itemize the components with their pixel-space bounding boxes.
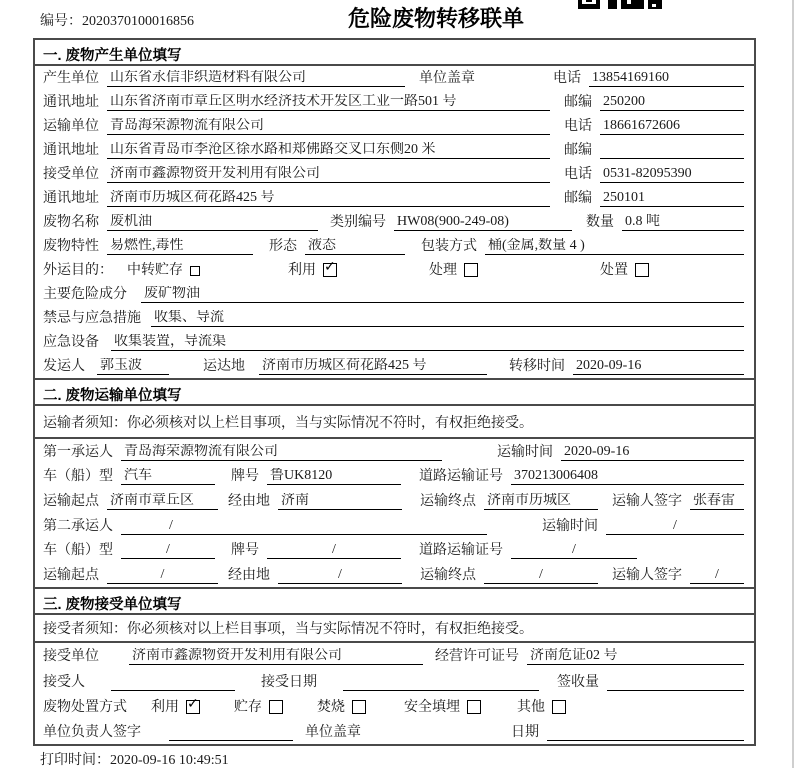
checkbox-utilize: [323, 263, 337, 277]
receive-date-value: [343, 674, 539, 691]
field-row-disposal-method: [35, 694, 754, 719]
sign2-value: /: [690, 567, 744, 584]
postcode3-value: 250101: [600, 190, 744, 207]
manifest-form: [33, 38, 756, 746]
category-value: HW08(900-249-08): [394, 214, 572, 231]
quantity-label: 数量: [586, 215, 614, 230]
postcode1-label: 邮编: [564, 95, 592, 110]
end2-label: 运输终点: [420, 568, 476, 584]
disposal-storage-label: 贮存: [234, 700, 262, 716]
address3-label: 通讯地址: [43, 191, 99, 206]
field-row-route1: [35, 488, 754, 513]
received-amount-value: [607, 674, 744, 691]
field-row-waste-name: [35, 210, 754, 234]
field-row-purpose: [35, 258, 754, 282]
serial-number: 2020370100016856: [82, 14, 194, 29]
road-license2-spacer: [645, 543, 744, 559]
emergency-measures-label: 禁忌与应急措施: [43, 311, 141, 326]
phone2-value: 18661672606: [600, 118, 744, 135]
characteristic-label: 废物特性: [43, 239, 99, 254]
quantity-value: 0.8 吨: [622, 214, 744, 231]
qr-code-fragment-icon: [578, 0, 662, 9]
plate1-value: 鲁UK8120: [267, 468, 401, 485]
form-label: 形态: [269, 239, 297, 254]
sign-date-value: [547, 724, 744, 741]
serial-label: 编号：: [40, 14, 82, 29]
field-row-receiver-unit: [35, 643, 754, 668]
vehicle2-label: 车（船）型: [43, 543, 113, 559]
sign2-label: 运输人签字: [612, 568, 682, 584]
end1-value: 济南市历城区: [484, 493, 598, 510]
purpose-label: 外运目的：: [43, 263, 113, 278]
end1-label: 运输终点: [420, 494, 476, 510]
category-label: 类别编号: [330, 215, 386, 230]
address1-value: 山东省济南市章丘区明水经济技术开发区工业一路501 号: [107, 94, 550, 111]
receiver-person-label: 接受人: [43, 674, 85, 690]
receiver-notice: 接受者须知：你必须核对以上栏目事项，当与实际情况不符时，有权拒绝接受。: [35, 615, 754, 643]
transporter-notice: 运输者须知：你必须核对以上栏目事项，当与实际情况不符时，有权拒绝接受。: [35, 406, 754, 439]
road-license1-label: 道路运输证号: [419, 469, 503, 485]
plate2-label: 牌号: [231, 543, 259, 559]
phone1-label: 电话: [553, 71, 581, 86]
field-row-carrier1: [35, 439, 754, 464]
responsible-sign-value: [169, 724, 293, 741]
receiver-person-value: [111, 674, 235, 691]
time2-value: /: [606, 518, 744, 535]
postcode2-label: 邮编: [564, 143, 592, 158]
purpose-utilize-label: 利用: [288, 263, 316, 278]
field-row-transport-unit: [35, 114, 754, 138]
permit-value: 济南危证02 号: [527, 648, 744, 665]
form-value: 液态: [305, 238, 405, 255]
responsible-sign-label: 单位负责人签字: [43, 725, 141, 741]
sign1-label: 运输人签字: [612, 494, 682, 510]
unit-seal-label: 单位盖章: [419, 71, 475, 86]
packaging-value: 桶(金属,数量 4 ): [485, 238, 744, 255]
field-row-responsible-sign: [35, 719, 754, 744]
via1-value: 济南: [278, 493, 402, 510]
emergency-equipment-value: 收集装置，导流渠: [111, 334, 744, 351]
produce-unit-value: 山东省永信非织造材料有限公司: [107, 70, 405, 87]
address2-value: 山东省青岛市李沧区徐水路和郑佛路交叉口东侧20 米: [107, 142, 550, 159]
via2-label: 经由地: [228, 568, 270, 584]
consignor-value: 郭玉波: [97, 358, 169, 375]
field-row-address3: [35, 186, 754, 210]
road-license2-value: /: [511, 542, 637, 559]
address3-value: 济南市历城区荷花路425 号: [107, 190, 550, 207]
print-time-value: 2020-09-16 10:49:51: [110, 753, 229, 768]
field-row-receiver-person: [35, 668, 754, 693]
window-right-edge: [792, 0, 794, 768]
print-time-label: 打印时间：: [40, 753, 110, 768]
transfer-date-label: 转移时间: [509, 359, 565, 374]
address1-label: 通讯地址: [43, 95, 99, 110]
disposal-method-label: 废物处置方式: [43, 700, 127, 716]
characteristic-value: 易燃性,毒性: [107, 238, 253, 255]
field-row-emergency-equipment: [35, 330, 754, 354]
disposal-utilize-label: 利用: [151, 700, 179, 716]
carrier2-label: 第二承运人: [43, 518, 113, 534]
checkbox-disposal-utilize: [186, 700, 200, 714]
section-3-header: 三. 废物接受单位填写: [35, 587, 754, 615]
phone1-value: 13854169160: [589, 70, 744, 87]
emergency-measures-value: 收集、导流: [151, 310, 744, 327]
time2-label: 运输时间: [542, 518, 598, 534]
postcode2-value: [600, 142, 744, 159]
vehicle1-label: 车（船）型: [43, 469, 113, 485]
sign-date-label: 日期: [511, 725, 539, 741]
time1-label: 运输时间: [497, 444, 553, 460]
destination-value: 济南市历城区荷花路425 号: [259, 358, 487, 375]
field-row-carrier2: [35, 513, 754, 538]
via2-value: /: [278, 567, 402, 584]
page-title: 危险废物转移联单: [347, 6, 524, 31]
phone3-label: 电话: [564, 167, 592, 182]
field-row-receive-unit: [35, 162, 754, 186]
phone2-label: 电话: [564, 119, 592, 134]
vehicle2-value: /: [121, 542, 215, 559]
field-row-consignor: [35, 354, 754, 378]
field-row-vehicle2: [35, 538, 754, 563]
receive-unit-value: 济南市鑫源物资开发利用有限公司: [107, 166, 550, 183]
purpose-transit-storage-label: 中转贮存: [127, 263, 183, 278]
received-amount-label: 签收量: [557, 674, 599, 690]
receiver-unit-label: 接受单位: [43, 649, 99, 665]
carrier1-label: 第一承运人: [43, 444, 113, 460]
field-row-emergency-measures: [35, 306, 754, 330]
packaging-label: 包装方式: [421, 239, 477, 254]
waste-name-value: 废机油: [107, 214, 318, 231]
checkbox-disposal-storage: [269, 700, 283, 714]
road-license2-label: 道路运输证号: [419, 543, 503, 559]
vehicle1-value: 汽车: [121, 468, 215, 485]
field-row-address2: [35, 138, 754, 162]
receiver-seal-label: 单位盖章: [305, 725, 361, 741]
document-header: [0, 0, 796, 38]
time1-value: 2020-09-16: [561, 444, 744, 461]
transport-unit-value: 青岛海荣源物流有限公司: [107, 118, 550, 135]
field-row-characteristic: [35, 234, 754, 258]
field-row-address1: [35, 90, 754, 114]
origin2-label: 运输起点: [43, 568, 99, 584]
purpose-disposal-label: 处置: [600, 263, 628, 278]
origin2-value: /: [107, 567, 218, 584]
transfer-date-value: 2020-09-16: [573, 358, 744, 375]
receiver-unit-value: 济南市鑫源物资开发利用有限公司: [129, 648, 423, 665]
via1-label: 经由地: [228, 494, 270, 510]
sign1-value: 张春雷: [690, 493, 744, 510]
waste-name-label: 废物名称: [43, 215, 99, 230]
field-row-produce-unit: [35, 66, 754, 90]
field-row-vehicle1: [35, 464, 754, 489]
transport-unit-label: 运输单位: [43, 119, 99, 134]
destination-label: 运达地: [203, 359, 245, 374]
checkbox-disposal-other: [552, 700, 566, 714]
carrier2-value: /: [121, 518, 487, 535]
purpose-treatment-label: 处理: [429, 263, 457, 278]
address2-label: 通讯地址: [43, 143, 99, 158]
end2-value: /: [484, 567, 598, 584]
produce-unit-label: 产生单位: [43, 71, 99, 86]
receive-unit-label: 接受单位: [43, 167, 99, 182]
receive-date-label: 接受日期: [261, 674, 317, 690]
disposal-landfill-label: 安全填埋: [404, 700, 460, 716]
postcode1-value: 250200: [600, 94, 744, 111]
checkbox-disposal-landfill: [467, 700, 481, 714]
checkbox-treatment: [464, 263, 478, 277]
emergency-equipment-label: 应急设备: [43, 335, 99, 350]
section-1-header: 一. 废物产生单位填写: [35, 40, 754, 66]
field-row-route2: [35, 562, 754, 587]
road-license1-value: 370213006408: [511, 468, 744, 485]
plate1-label: 牌号: [231, 469, 259, 485]
section-2-header: 二. 废物运输单位填写: [35, 378, 754, 406]
hazard-label: 主要危险成分: [43, 287, 127, 302]
plate2-value: /: [267, 542, 401, 559]
permit-label: 经营许可证号: [435, 649, 519, 665]
checkbox-disposal: [635, 263, 649, 277]
consignor-label: 发运人: [43, 359, 85, 374]
checkbox-disposal-incineration: [352, 700, 366, 714]
postcode3-label: 邮编: [564, 191, 592, 206]
print-time: [40, 749, 229, 769]
origin1-value: 济南市章丘区: [107, 493, 218, 510]
carrier1-value: 青岛海荣源物流有限公司: [121, 444, 442, 461]
field-row-hazard: [35, 282, 754, 306]
phone3-value: 0531-82095390: [600, 166, 744, 183]
disposal-other-label: 其他: [517, 700, 545, 716]
origin1-label: 运输起点: [43, 494, 99, 510]
hazard-value: 废矿物油: [141, 286, 744, 303]
checkbox-transit-storage: [190, 266, 200, 276]
disposal-incineration-label: 焚烧: [317, 700, 345, 716]
